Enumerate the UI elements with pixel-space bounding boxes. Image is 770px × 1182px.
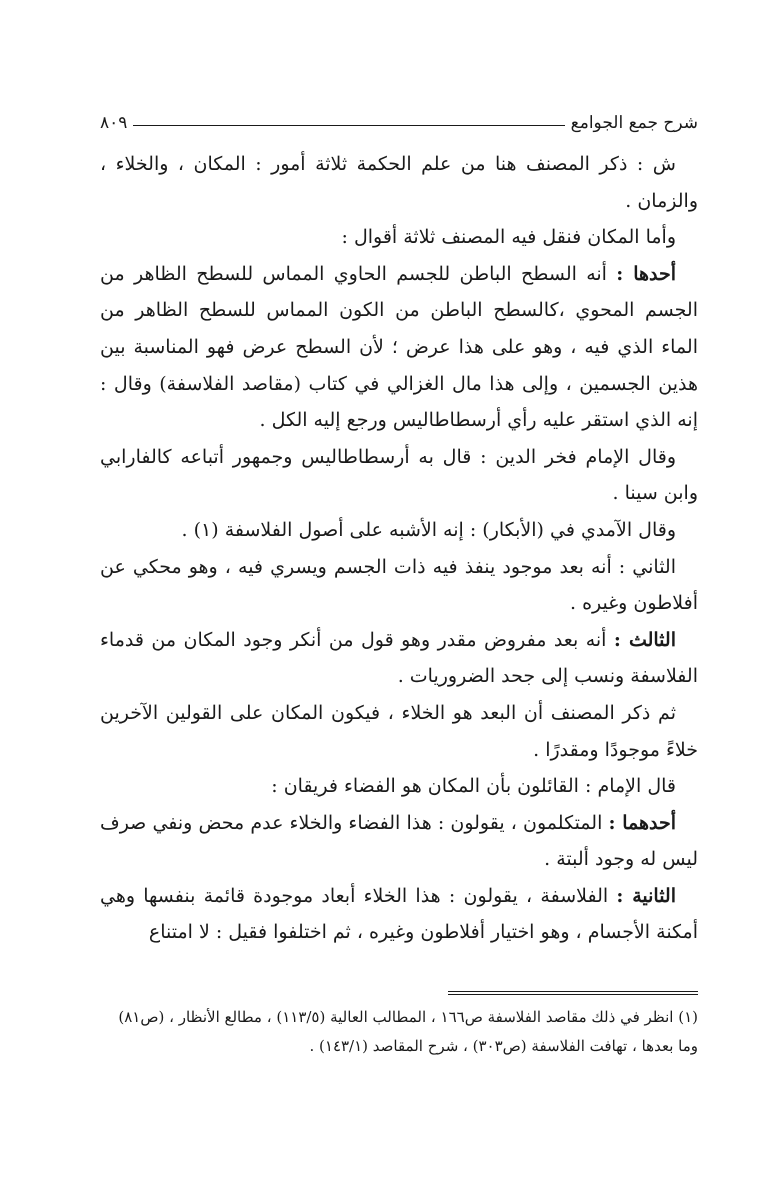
book-title: شرح جمع الجوامع bbox=[570, 113, 698, 133]
paragraph bbox=[100, 878, 698, 951]
paragraph bbox=[100, 512, 698, 549]
paragraph-text: وقال الإمام فخر الدين : قال به أرسطاطاليس وجمهور أتباعه كالفارابي وابن سينا . bbox=[100, 445, 698, 505]
book-page bbox=[100, 108, 698, 1061]
paragraph bbox=[100, 695, 698, 768]
paragraph-text: أنه السطح الباطن للجسم الحاوي المماس للسطح الظاهر من الجسم المحوي ،كالسطح الباطن من الكون المماس للسطح الظاهر من الماء الذي فيه ، وهو على هذا عرض ؛ لأن السطح عرض فهو المناسبة بين هذين الجسمين ، وإلى هذا مال الغزالي في كتاب (مقاصد الفلاسفة) وقال : إنه الذي استقر عليه رأي أرسطاطاليس ورجع إليه الكل . bbox=[100, 262, 698, 432]
page-number: ٨٠٩ bbox=[100, 113, 128, 133]
paragraph-lead: الثالث : bbox=[613, 628, 676, 651]
paragraph-text: الثاني : أنه بعد موجود ينفذ فيه ذات الجسم ويسري فيه ، وهو محكي عن أفلاطون وغيره . bbox=[100, 555, 698, 615]
main-text bbox=[100, 146, 698, 951]
footnotes bbox=[100, 1003, 698, 1061]
paragraph-text: قال الإمام : القائلون بأن المكان هو الفضاء فريقان : bbox=[271, 775, 676, 798]
paragraph-text: المتكلمون ، يقولون : هذا الفضاء والخلاء عدم محض ونفي صرف ليس له وجود ألبتة . bbox=[100, 811, 698, 871]
footnote-separator bbox=[448, 991, 698, 992]
paragraph-lead: أحدهما : bbox=[608, 811, 676, 834]
footnote-separator bbox=[448, 994, 698, 995]
running-header bbox=[100, 108, 698, 138]
paragraph-text: الفلاسفة ، يقولون : هذا الخلاء أبعاد موجودة قائمة بنفسها وهي أمكنة الأجسام ، وهو اختيار أفلاطون وغيره ، ثم اختلفوا فقيل : لا امتناع bbox=[100, 884, 698, 944]
paragraph bbox=[100, 622, 698, 695]
paragraph-text: أنه بعد مفروض مقدر وهو قول من أنكر وجود المكان من قدماء الفلاسفة ونسب إلى جحد الضروريات . bbox=[100, 628, 698, 688]
paragraph bbox=[100, 805, 698, 878]
paragraph bbox=[100, 768, 698, 805]
paragraph-text: وأما المكان فنقل فيه المصنف ثلاثة أقوال : bbox=[341, 226, 676, 249]
paragraph-text: وقال الآمدي في (الأبكار) : إنه الأشبه على أصول الفلاسفة (١) . bbox=[181, 518, 676, 541]
paragraph-lead: أحدها : bbox=[616, 262, 676, 285]
paragraph bbox=[100, 256, 698, 439]
paragraph bbox=[100, 219, 698, 256]
paragraph bbox=[100, 439, 698, 512]
paragraph-text: ثم ذكر المصنف أن البعد هو الخلاء ، فيكون المكان على القولين الآخرين خلاءً موجودًا ومقدرًا . bbox=[100, 701, 698, 761]
footnote: (١) انظر في ذلك مقاصد الفلاسفة ص١٦٦ ، المطالب العالية (١١٣/٥) ، مطالع الأنظار ، (ص٨١) وما بعدها ، تهافت الفلاسفة (ص٣٠٣) ، شرح المقاصد (١٤٣/١) . bbox=[118, 1008, 698, 1056]
paragraph-lead: الثانية : bbox=[616, 884, 676, 907]
paragraph bbox=[100, 146, 698, 219]
paragraph bbox=[100, 549, 698, 622]
paragraph-text: ش : ذكر المصنف هنا من علم الحكمة ثلاثة أمور : المكان ، والخلاء ، والزمان . bbox=[100, 153, 698, 212]
header-rule bbox=[133, 125, 564, 126]
